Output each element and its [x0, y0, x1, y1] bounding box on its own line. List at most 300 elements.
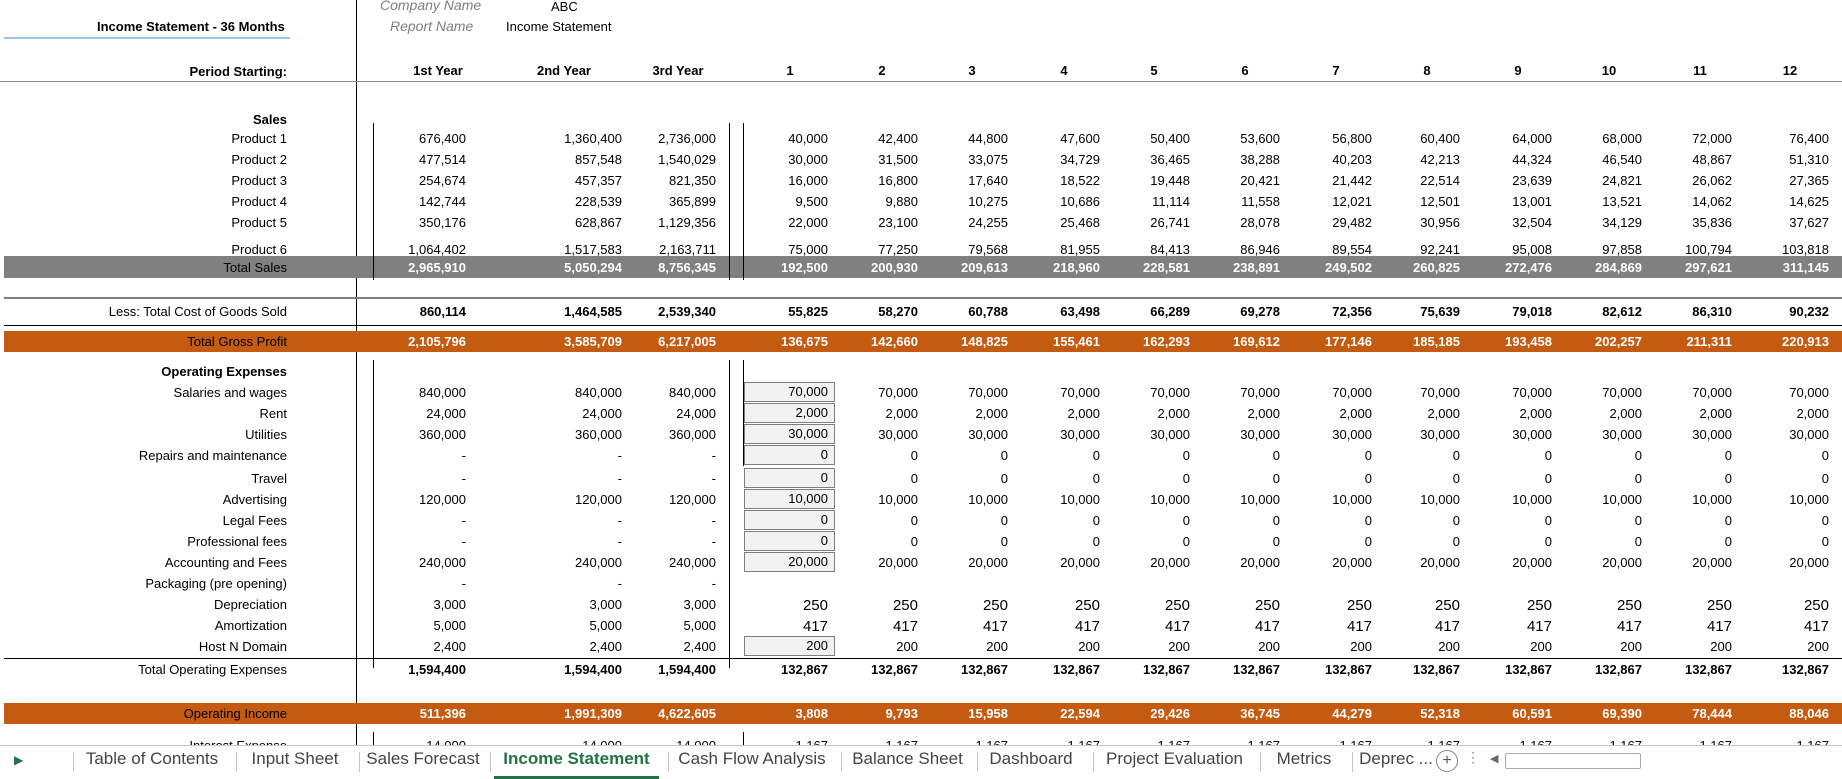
cell[interactable]: 0: [910, 513, 918, 528]
cell[interactable]: -: [711, 576, 716, 591]
cell[interactable]: 2,000: [1796, 406, 1829, 421]
cell[interactable]: 2,000: [1157, 406, 1190, 421]
cell[interactable]: 25,468: [1060, 215, 1100, 230]
cell[interactable]: 24,000: [676, 406, 716, 421]
cell[interactable]: 14,062: [1692, 194, 1732, 209]
cell[interactable]: 34,129: [1602, 215, 1642, 230]
cell[interactable]: 30,000: [1420, 427, 1460, 442]
cell[interactable]: 60,788: [968, 304, 1008, 319]
cell[interactable]: 90,232: [1789, 304, 1829, 319]
cell[interactable]: 2,736,000: [658, 131, 716, 146]
cell[interactable]: 0: [1000, 448, 1008, 463]
company-name-value[interactable]: ABC: [551, 0, 578, 14]
cell[interactable]: 29,482: [1332, 215, 1372, 230]
cell[interactable]: 2,400: [589, 639, 622, 654]
cell[interactable]: 200: [1710, 639, 1732, 654]
cell[interactable]: 200: [1620, 639, 1642, 654]
cell[interactable]: 860,114: [419, 304, 466, 319]
cell[interactable]: 250: [982, 597, 1008, 614]
cell[interactable]: 16,000: [788, 173, 828, 188]
cell[interactable]: -: [461, 534, 466, 549]
cell[interactable]: 69,390: [1602, 706, 1642, 721]
cell[interactable]: 0: [1000, 471, 1008, 486]
sheet-tab[interactable]: Input Sheet: [251, 749, 339, 768]
cell[interactable]: 0: [1452, 534, 1460, 549]
cell[interactable]: 58,270: [878, 304, 918, 319]
cell[interactable]: 72,000: [1692, 131, 1732, 146]
cell[interactable]: 2,000: [1067, 406, 1100, 421]
cell[interactable]: 70,000: [1420, 385, 1460, 400]
cell[interactable]: 0: [1272, 513, 1280, 528]
scroll-left-icon[interactable]: ◀: [1490, 753, 1499, 765]
cell[interactable]: 86,946: [1240, 242, 1280, 257]
cell[interactable]: 42,213: [1420, 152, 1460, 167]
cell[interactable]: 0: [1634, 471, 1642, 486]
cell[interactable]: 1,594,400: [408, 662, 466, 677]
cell[interactable]: 360,000: [575, 427, 622, 442]
cell[interactable]: 23,100: [878, 215, 918, 230]
cell[interactable]: 70,000: [1060, 385, 1100, 400]
cell[interactable]: 0: [910, 471, 918, 486]
cell[interactable]: 0: [1182, 471, 1190, 486]
cell[interactable]: 32,504: [1512, 215, 1552, 230]
cell[interactable]: 0: [1634, 513, 1642, 528]
cell[interactable]: 22,000: [788, 215, 828, 230]
cell[interactable]: 4,622,605: [658, 706, 716, 721]
cell[interactable]: 24,821: [1602, 173, 1642, 188]
cell[interactable]: 0: [1000, 534, 1008, 549]
cell[interactable]: 13,001: [1512, 194, 1552, 209]
cell[interactable]: -: [461, 471, 466, 486]
cell[interactable]: 120,000: [669, 492, 716, 507]
cell[interactable]: 360,000: [669, 427, 716, 442]
cell[interactable]: 72,356: [1332, 304, 1372, 319]
cell[interactable]: 0: [1724, 513, 1732, 528]
cell[interactable]: 16,800: [878, 173, 918, 188]
cell[interactable]: 53,600: [1240, 131, 1280, 146]
cell[interactable]: 2,163,711: [659, 242, 716, 257]
cell[interactable]: 30,000: [1789, 427, 1829, 442]
cell[interactable]: -: [711, 471, 716, 486]
cell[interactable]: 17,640: [968, 173, 1008, 188]
cell[interactable]: 30,000: [1240, 427, 1280, 442]
cell[interactable]: 20,000: [1150, 555, 1190, 570]
cell[interactable]: 36,745: [1240, 706, 1280, 721]
cell[interactable]: 66,289: [1150, 304, 1190, 319]
cell[interactable]: 365,899: [669, 194, 716, 209]
cell[interactable]: 250: [1074, 597, 1100, 614]
cell[interactable]: 63,498: [1060, 304, 1100, 319]
cell[interactable]: 477,514: [419, 152, 466, 167]
cell[interactable]: 12,021: [1332, 194, 1372, 209]
cell[interactable]: 0: [1092, 471, 1100, 486]
cell[interactable]: 0: [1092, 534, 1100, 549]
cell[interactable]: 0: [1364, 471, 1372, 486]
cell[interactable]: 9,500: [795, 194, 828, 209]
cell[interactable]: 2,000: [1247, 406, 1280, 421]
cell[interactable]: 177,146: [1325, 334, 1372, 349]
cell[interactable]: 70,000: [968, 385, 1008, 400]
cell[interactable]: 10,000: [1240, 492, 1280, 507]
cell[interactable]: 89,554: [1332, 242, 1372, 257]
cell[interactable]: 284,869: [1595, 260, 1642, 275]
sheet-tab[interactable]: Project Evaluation: [1105, 749, 1244, 768]
cell[interactable]: 0: [1364, 534, 1372, 549]
cell[interactable]: 48,867: [1692, 152, 1732, 167]
cell[interactable]: 1,594,400: [564, 662, 622, 677]
cell[interactable]: 20,000: [1420, 555, 1460, 570]
cell[interactable]: 250: [1164, 597, 1190, 614]
cell[interactable]: 20,000: [1240, 555, 1280, 570]
input-cell[interactable]: 20,000: [744, 552, 835, 572]
cell[interactable]: 46,540: [1602, 152, 1642, 167]
cell[interactable]: 2,000: [885, 406, 918, 421]
cell[interactable]: 40,000: [788, 131, 828, 146]
cell[interactable]: 79,568: [968, 242, 1008, 257]
cell[interactable]: 2,400: [433, 639, 466, 654]
cell[interactable]: 3,000: [589, 597, 622, 612]
cell[interactable]: -: [711, 513, 716, 528]
new-sheet-icon[interactable]: +: [1436, 750, 1458, 772]
cell[interactable]: 11,114: [1152, 194, 1190, 209]
cell[interactable]: 8,756,345: [658, 260, 716, 275]
cell[interactable]: 2,539,340: [658, 304, 716, 319]
cell[interactable]: 120,000: [419, 492, 466, 507]
cell[interactable]: 75,000: [788, 242, 828, 257]
cell[interactable]: -: [711, 534, 716, 549]
cell[interactable]: 69,278: [1240, 304, 1280, 319]
cell[interactable]: 0: [1000, 513, 1008, 528]
cell[interactable]: 26,741: [1150, 215, 1190, 230]
cell[interactable]: 20,000: [1789, 555, 1829, 570]
cell[interactable]: 2,400: [683, 639, 716, 654]
input-cell[interactable]: 0: [744, 468, 835, 488]
cell[interactable]: 10,000: [878, 492, 918, 507]
cell[interactable]: 200,930: [871, 260, 918, 275]
sheet-tab[interactable]: Dashboard: [989, 749, 1073, 768]
cell[interactable]: 70,000: [1512, 385, 1552, 400]
cell[interactable]: 84,413: [1150, 242, 1190, 257]
cell[interactable]: 70,000: [1150, 385, 1190, 400]
cell[interactable]: 10,000: [1420, 492, 1460, 507]
cell[interactable]: 97,858: [1602, 242, 1642, 257]
cell[interactable]: 857,548: [575, 152, 622, 167]
cell[interactable]: 228,581: [1143, 260, 1190, 275]
cell[interactable]: 15,958: [968, 706, 1008, 721]
cell[interactable]: 0: [1092, 513, 1100, 528]
cell[interactable]: 228,539: [575, 194, 622, 209]
cell[interactable]: 13,521: [1602, 194, 1642, 209]
cell[interactable]: 250: [1616, 597, 1642, 614]
scroll-tabs-right-icon[interactable]: ▶: [14, 753, 24, 767]
cell[interactable]: 0: [1544, 471, 1552, 486]
cell[interactable]: 132,867: [1233, 662, 1280, 677]
cell[interactable]: 417: [1616, 618, 1642, 635]
cell[interactable]: 200: [1078, 639, 1100, 654]
cell[interactable]: 350,176: [419, 215, 466, 230]
cell[interactable]: 82,612: [1602, 304, 1642, 319]
cell[interactable]: 10,000: [968, 492, 1008, 507]
cell[interactable]: 24,000: [582, 406, 622, 421]
cell[interactable]: 70,000: [1602, 385, 1642, 400]
cell[interactable]: 2,000: [1339, 406, 1372, 421]
input-cell[interactable]: 2,000: [744, 403, 835, 423]
cell[interactable]: 840,000: [575, 385, 622, 400]
cell[interactable]: 220,913: [1782, 334, 1829, 349]
cell[interactable]: 95,008: [1512, 242, 1552, 257]
cell[interactable]: 240,000: [669, 555, 716, 570]
cell[interactable]: 202,257: [1595, 334, 1642, 349]
cell[interactable]: 35,836: [1692, 215, 1732, 230]
cell[interactable]: 297,621: [1685, 260, 1732, 275]
cell[interactable]: 417: [1706, 618, 1732, 635]
cell[interactable]: 250: [892, 597, 918, 614]
cell[interactable]: 2,105,796: [408, 334, 466, 349]
cell[interactable]: 192,500: [781, 260, 828, 275]
cell[interactable]: 0: [1821, 448, 1829, 463]
input-cell[interactable]: 0: [744, 531, 835, 551]
cell[interactable]: 169,612: [1233, 334, 1280, 349]
cell[interactable]: 20,000: [1060, 555, 1100, 570]
cell[interactable]: 0: [1182, 513, 1190, 528]
cell[interactable]: 30,956: [1420, 215, 1460, 230]
cell[interactable]: 120,000: [575, 492, 622, 507]
cell[interactable]: 38,288: [1240, 152, 1280, 167]
cell[interactable]: 10,000: [1512, 492, 1552, 507]
cell[interactable]: 0: [1272, 471, 1280, 486]
sheet-tab[interactable]: Cash Flow Analysis: [678, 749, 826, 768]
cell[interactable]: 132,867: [1413, 662, 1460, 677]
cell[interactable]: 0: [1092, 448, 1100, 463]
cell[interactable]: 0: [1821, 534, 1829, 549]
cell[interactable]: 417: [982, 618, 1008, 635]
cell[interactable]: 209,613: [961, 260, 1008, 275]
cell[interactable]: -: [461, 513, 466, 528]
input-cell[interactable]: 0: [744, 445, 835, 465]
cell[interactable]: 200: [1807, 639, 1829, 654]
cell[interactable]: 70,000: [1332, 385, 1372, 400]
cell[interactable]: 40,203: [1332, 152, 1372, 167]
cell[interactable]: 250: [1526, 597, 1552, 614]
cell[interactable]: 250: [1254, 597, 1280, 614]
cell[interactable]: 10,000: [1060, 492, 1100, 507]
cell[interactable]: 0: [910, 534, 918, 549]
cell[interactable]: 1,064,402: [408, 242, 466, 257]
cell[interactable]: 417: [1254, 618, 1280, 635]
cell[interactable]: 70,000: [1789, 385, 1829, 400]
cell[interactable]: 5,050,294: [564, 260, 622, 275]
input-cell[interactable]: 10,000: [744, 489, 835, 509]
cell[interactable]: 30,000: [1692, 427, 1732, 442]
sheet-tab[interactable]: Balance Sheet: [852, 749, 963, 768]
cell[interactable]: 34,729: [1060, 152, 1100, 167]
cell[interactable]: 0: [1634, 448, 1642, 463]
cell[interactable]: 30,000: [1602, 427, 1642, 442]
cell[interactable]: 821,350: [669, 173, 716, 188]
cell[interactable]: 200: [986, 639, 1008, 654]
cell[interactable]: 30,000: [1512, 427, 1552, 442]
cell[interactable]: 417: [1164, 618, 1190, 635]
cell[interactable]: -: [617, 513, 622, 528]
cell[interactable]: 52,318: [1420, 706, 1460, 721]
cell[interactable]: 142,744: [419, 194, 466, 209]
cell[interactable]: 70,000: [878, 385, 918, 400]
cell[interactable]: 88,046: [1789, 706, 1829, 721]
cell[interactable]: 51,310: [1789, 152, 1829, 167]
cell[interactable]: 24,255: [968, 215, 1008, 230]
cell[interactable]: 417: [892, 618, 918, 635]
cell[interactable]: 30,000: [1332, 427, 1372, 442]
cell[interactable]: -: [617, 448, 622, 463]
cell[interactable]: 417: [1074, 618, 1100, 635]
cell[interactable]: 272,476: [1505, 260, 1552, 275]
cell[interactable]: 10,000: [1602, 492, 1642, 507]
cell[interactable]: 68,000: [1602, 131, 1642, 146]
cell[interactable]: 200: [1350, 639, 1372, 654]
cell[interactable]: 417: [1803, 618, 1829, 635]
cell[interactable]: 18,522: [1060, 173, 1100, 188]
cell[interactable]: 50,400: [1150, 131, 1190, 146]
cell[interactable]: 260,825: [1413, 260, 1460, 275]
cell[interactable]: 250: [1346, 597, 1372, 614]
cell[interactable]: 12,501: [1420, 194, 1460, 209]
input-cell[interactable]: 200: [744, 636, 835, 656]
cell[interactable]: 250: [1706, 597, 1732, 614]
cell[interactable]: 0: [1821, 513, 1829, 528]
cell[interactable]: 148,825: [961, 334, 1008, 349]
cell[interactable]: 3,000: [433, 597, 466, 612]
sheet-tab[interactable]: Income Statement: [494, 746, 659, 779]
cell[interactable]: 81,955: [1060, 242, 1100, 257]
cell[interactable]: 142,660: [871, 334, 918, 349]
sheet-tab[interactable]: Table of Contents: [85, 749, 219, 768]
cell[interactable]: 511,396: [419, 706, 466, 721]
cell[interactable]: 1,540,029: [658, 152, 716, 167]
cell[interactable]: 100,794: [1685, 242, 1732, 257]
cell[interactable]: 250: [1803, 597, 1829, 614]
cell[interactable]: 2,000: [1519, 406, 1552, 421]
cell[interactable]: 47,600: [1060, 131, 1100, 146]
cell[interactable]: 37,627: [1789, 215, 1829, 230]
cell[interactable]: 249,502: [1325, 260, 1372, 275]
cell[interactable]: 0: [1544, 534, 1552, 549]
cell[interactable]: 20,000: [1692, 555, 1732, 570]
cell[interactable]: 20,000: [1602, 555, 1642, 570]
cell[interactable]: 20,000: [1512, 555, 1552, 570]
cell[interactable]: 28,078: [1240, 215, 1280, 230]
cell[interactable]: 311,145: [1782, 260, 1829, 275]
cell[interactable]: 1,360,400: [564, 131, 622, 146]
cell[interactable]: 11,558: [1241, 194, 1280, 209]
cell[interactable]: 2,000: [1609, 406, 1642, 421]
cell[interactable]: 27,365: [1789, 173, 1829, 188]
cell[interactable]: 132,867: [1143, 662, 1190, 677]
cell[interactable]: 200: [1168, 639, 1190, 654]
cell[interactable]: 200: [896, 639, 918, 654]
cell[interactable]: 22,514: [1420, 173, 1460, 188]
cell[interactable]: 0: [1821, 471, 1829, 486]
cell[interactable]: 30,000: [1150, 427, 1190, 442]
cell[interactable]: 60,400: [1420, 131, 1460, 146]
cell[interactable]: 3,000: [683, 597, 716, 612]
cell[interactable]: 132,867: [961, 662, 1008, 677]
cell[interactable]: 2,965,910: [408, 260, 466, 275]
cell[interactable]: 6,217,005: [658, 334, 716, 349]
cell[interactable]: 132,867: [1325, 662, 1372, 677]
cell[interactable]: 44,800: [968, 131, 1008, 146]
cell[interactable]: 30,000: [788, 152, 828, 167]
cell[interactable]: 3,585,709: [564, 334, 622, 349]
cell[interactable]: 0: [1182, 448, 1190, 463]
input-cell[interactable]: 70,000: [744, 382, 835, 402]
cell[interactable]: 76,400: [1789, 131, 1829, 146]
cell[interactable]: 92,241: [1420, 242, 1460, 257]
cell[interactable]: 44,324: [1512, 152, 1552, 167]
cell[interactable]: 417: [1346, 618, 1372, 635]
cell[interactable]: 250: [1434, 597, 1460, 614]
cell[interactable]: 254,674: [419, 173, 466, 188]
cell[interactable]: -: [711, 448, 716, 463]
cell[interactable]: 132,867: [1595, 662, 1642, 677]
cell[interactable]: 24,000: [426, 406, 466, 421]
cell[interactable]: 0: [1724, 534, 1732, 549]
cell[interactable]: 56,800: [1332, 131, 1372, 146]
cell[interactable]: 0: [1452, 471, 1460, 486]
cell[interactable]: 29,426: [1150, 706, 1190, 721]
cell[interactable]: 2,000: [1699, 406, 1732, 421]
cell[interactable]: 132,867: [1505, 662, 1552, 677]
cell[interactable]: 14,625: [1789, 194, 1829, 209]
cell[interactable]: 132,867: [1053, 662, 1100, 677]
sheet-tab[interactable]: Deprec ...: [1359, 749, 1433, 768]
cell[interactable]: 132,867: [1685, 662, 1732, 677]
cell[interactable]: 218,960: [1053, 260, 1100, 275]
cell[interactable]: 75,639: [1420, 304, 1460, 319]
cell[interactable]: 0: [1724, 448, 1732, 463]
cell[interactable]: 5,000: [683, 618, 716, 633]
cell[interactable]: 78,444: [1692, 706, 1732, 721]
cell[interactable]: 77,250: [878, 242, 918, 257]
cell[interactable]: 840,000: [419, 385, 466, 400]
cell[interactable]: 5,000: [589, 618, 622, 633]
cell[interactable]: 840,000: [669, 385, 716, 400]
cell[interactable]: 20,000: [1332, 555, 1372, 570]
cell[interactable]: 0: [1724, 471, 1732, 486]
cell[interactable]: 417: [1434, 618, 1460, 635]
cell[interactable]: 0: [1452, 448, 1460, 463]
cell[interactable]: 10,686: [1060, 194, 1100, 209]
cell[interactable]: 55,825: [788, 304, 828, 319]
cell[interactable]: 30,000: [878, 427, 918, 442]
horizontal-scrollbar-thumb[interactable]: [1505, 753, 1641, 769]
cell[interactable]: 250: [802, 597, 828, 614]
cell[interactable]: 1,517,583: [564, 242, 622, 257]
cell[interactable]: 676,400: [419, 131, 466, 146]
report-name-value[interactable]: Income Statement: [506, 19, 612, 34]
sheet-tab[interactable]: Metrics: [1276, 749, 1332, 768]
input-cell[interactable]: 0: [744, 510, 835, 530]
cell[interactable]: 86,310: [1692, 304, 1732, 319]
cell[interactable]: 0: [1272, 534, 1280, 549]
cell[interactable]: 36,465: [1150, 152, 1190, 167]
cell[interactable]: 360,000: [419, 427, 466, 442]
cell[interactable]: 0: [1364, 448, 1372, 463]
cell[interactable]: 2,000: [975, 406, 1008, 421]
cell[interactable]: 193,458: [1505, 334, 1552, 349]
cell[interactable]: 21,442: [1332, 173, 1372, 188]
cell[interactable]: 200: [1530, 639, 1552, 654]
cell[interactable]: 20,000: [968, 555, 1008, 570]
